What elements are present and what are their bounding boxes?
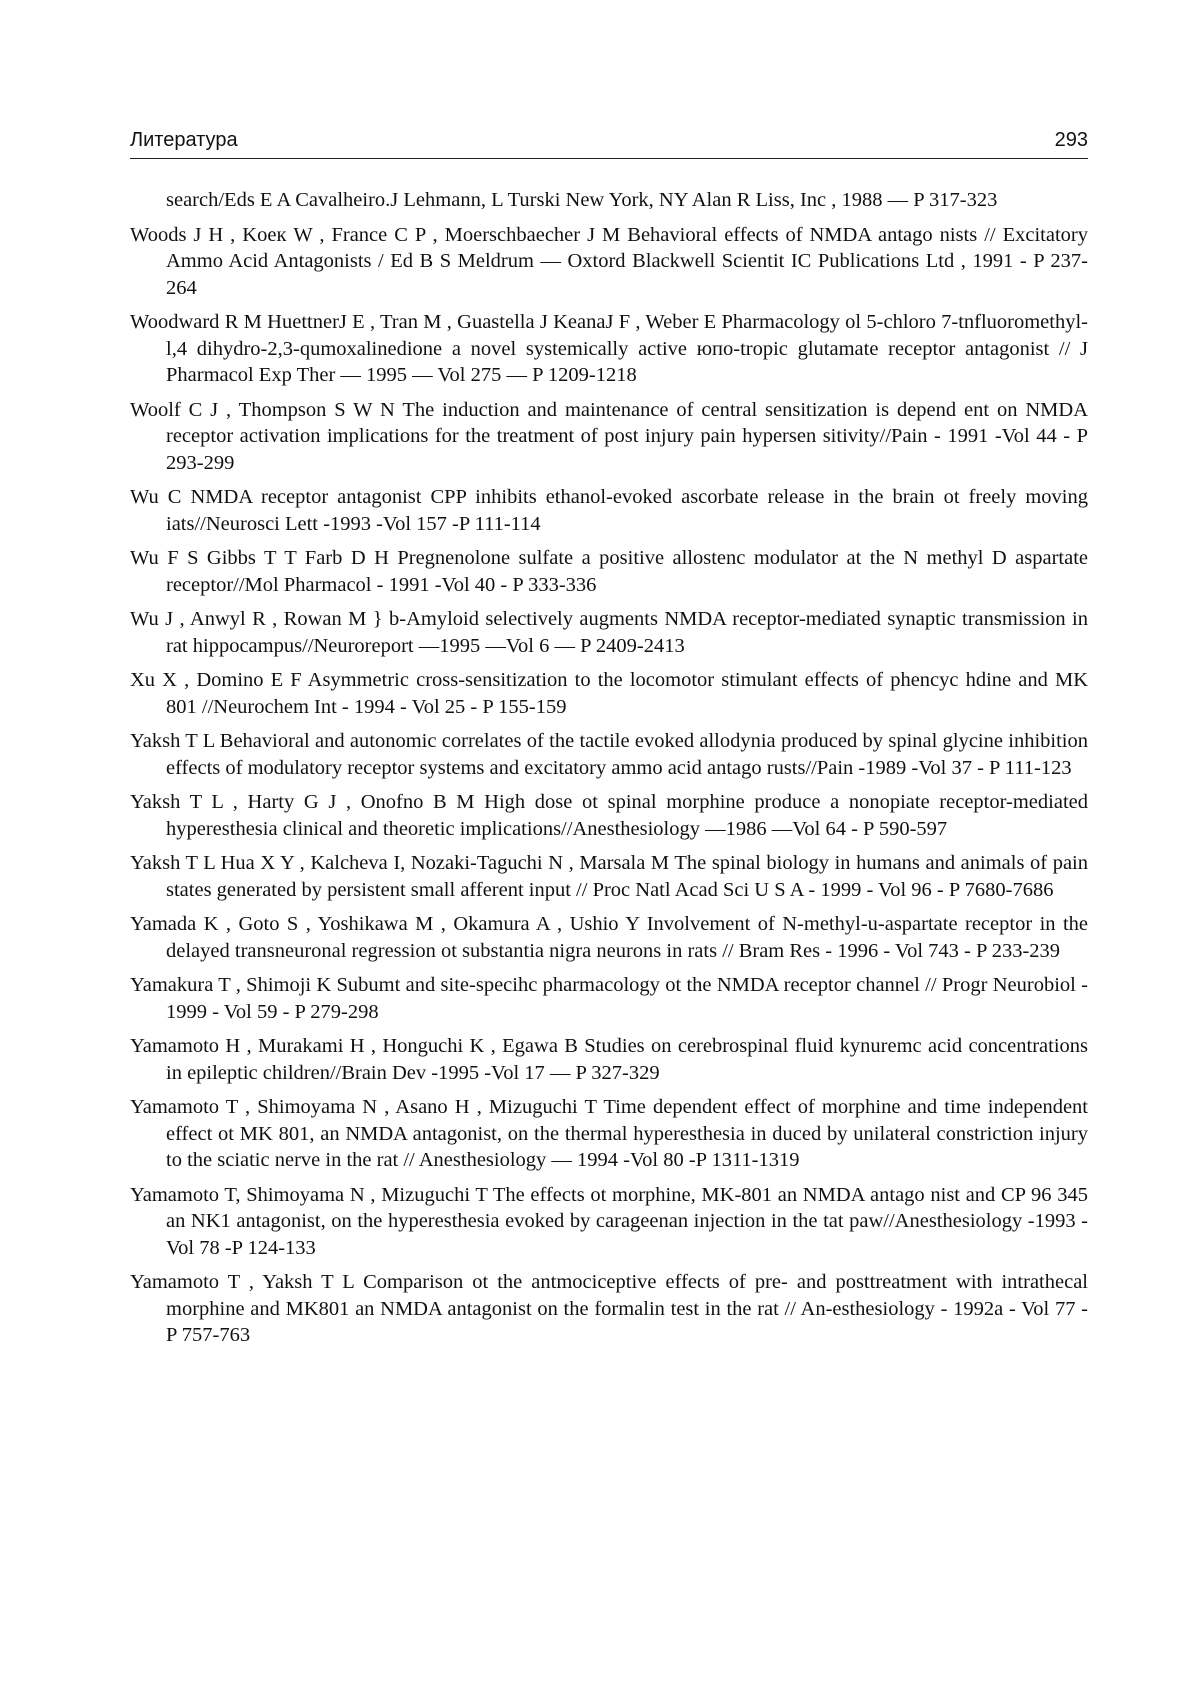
reference-entry: Xu X , Domino E F Asymmetric cross-sensitization to the locomotor stimulant effects of phencyc hdine and MK 801 //Neurochem Int - 1994 - Vol 25 - P 155-159 <box>130 669 1088 718</box>
reference-entry: Yamada K , Goto S , Yoshikawa M , Okamura A , Ushio Y Involvement of N-methyl-u-aspartate receptor in the delayed transneuronal regression ot substantia nigra neurons in rats // Bram Res - 1996 - Vol 743 - P 233-239 <box>130 913 1088 962</box>
page-header <box>130 128 1088 159</box>
reference-entry: Yamamoto T, Shimoyama N , Mizuguchi T The effects ot morphine, MK-801 an NMDA antago nist and CP 96 345 an NK1 antagonist, on the hyperesthesia evoked by carageenan injection in the tat paw//Anesthesiology -1993 -Vol 78 -P 124-133 <box>130 1183 1088 1259</box>
reference-entry: Wu F S Gibbs T T Farb D H Pregnenolone sulfate a positive allostenc modulator at the N methyl D aspartate receptor//Mol Pharmacol - 1991 -Vol 40 - P 333-336 <box>130 547 1088 596</box>
reference-entry: search/Eds E A Cavalheiro.J Lehmann, L Turski New York, NY Alan R Liss, Inc , 1988 — P 317-323 <box>166 189 998 211</box>
reference-list <box>130 187 1088 1357</box>
reference-entry: Yamakura T , Shimoji K Subumt and site-specihc pharmacology ot the NMDA receptor channel // Progr Neurobiol - 1999 - Vol 59 - P 279-298 <box>130 974 1088 1023</box>
reference-entry: Wu J , Anwyl R , Rowan M } b-Amyloid selectively augments NMDA receptor-mediated synaptic transmission in rat hippocampus//Neuroreport —1995 —Vol 6 — P 2409-2413 <box>130 608 1088 657</box>
reference-entry: Yaksh T L Hua X Y , Kalcheva I, Nozaki-Taguchi N , Marsala M The spinal biology in humans and animals of pain states generated by persistent small afferent input // Proc Natl Acad Sci U S A - 1999 - Vol 96 - P 7680-7686 <box>130 852 1088 901</box>
reference-entry: Yamamoto T , Shimoyama N , Asano H , Mizuguchi T Time dependent effect of morphine and time independent effect ot MK 801, an NMDA antagonist, on the thermal hyperesthesia in duced by unilateral constriction injury to the sciatic nerve in the rat // Anesthesiology — 1994 -Vol 80 -P 1311-1319 <box>130 1096 1088 1171</box>
page-number: 293 <box>1054 129 1088 151</box>
reference-entry: Yaksh T L Behavioral and autonomic correlates of the tactile evoked allodynia produced by spinal glycine inhibition effects of modulatory receptor systems and excitatory ammo acid antago rusts//Pain -1989 -Vol 37 - P 111-123 <box>130 730 1088 779</box>
reference-entry: Wu C NMDA receptor antagonist CPP inhibits ethanol-evoked ascorbate release in the brain ot freely moving iats//Neurosci Lett -1993 -Vol 157 -P 111-114 <box>130 486 1088 535</box>
reference-entry: Woolf C J , Thompson S W N The induction and maintenance of central sensitization is depend ent on NMDA receptor activation implications for the treatment of post injury pain hypersen sitivity//Pain - 1991 -Vol 44 - P 293-299 <box>130 398 1088 474</box>
reference-entry: Yamamoto T , Yaksh T L Comparison ot the antmociceptive effects of pre- and posttreatment with intrathecal morphine and MK801 an NMDA antagonist on the formalin test in the rat // An-esthesiology - 1992a - Vol 77 - P 757-763 <box>130 1271 1088 1346</box>
reference-entry: Yamamoto H , Murakami H , Honguchi K , Egawa B Studies on cerebrospinal fluid kynuremc acid concentrations in epileptic children//Brain Dev -1995 -Vol 17 — P 327-329 <box>130 1035 1088 1084</box>
reference-entry: Woodward R M HuettnerJ E , Tran M , Guastella J KeanaJ F , Weber E Pharmacology ol 5-chloro 7-tnfluoromethyl-l,4 dihydro-2,3-qumoxalinedione a novel systemically active юпо-tropic glutamate receptor antagonist // J Pharmacol Exp Ther — 1995 — Vol 275 — P 1209-1218 <box>130 311 1088 386</box>
reference-entry: Yaksh T L , Harty G J , Onofno B M High dose ot spinal morphine produce a nonopiate receptor-mediated hyperesthesia clinical and theoretic implications//Anesthesiology —1986 —Vol 64 - P 590-597 <box>130 791 1088 840</box>
reference-entry: Woods J H , Koeк W , France C P , Moerschbaecher J M Behavioral effects of NMDA antago nists // Excitatory Ammo Acid Antagonists / Ed B S Meldrum — Oxtord Blackwell Scientit IC Publications Ltd , 1991 - P 237-264 <box>130 223 1088 299</box>
running-title: Литература <box>130 129 238 151</box>
